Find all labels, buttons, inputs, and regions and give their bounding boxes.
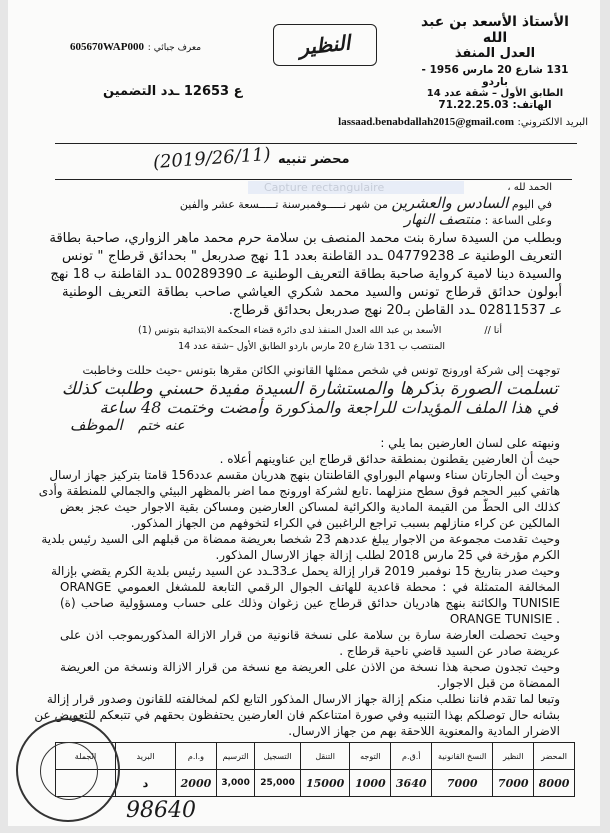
fee-value: 8000 <box>534 770 575 797</box>
day-label: في اليوم <box>511 198 552 211</box>
fee-value: 7000 <box>493 770 534 797</box>
document-page <box>8 0 600 826</box>
email-line <box>338 116 588 128</box>
copy-stamp-text: النظير <box>298 30 352 60</box>
time-label: وعلى الساعة : <box>484 214 552 227</box>
handwritten-line: تسلمت الصورة بذكرها والمستشارة السيدة مفيدة حسني وطلبت كذلك <box>61 379 558 399</box>
divider <box>55 179 572 180</box>
body-line: وحيث تقدمت مجموعة من الاجوار يبلغ عددهم 23 شخصا بعريضة ممضاة من قبلهم الى السيد رئيس بلدية <box>41 532 560 546</box>
fee-value: 2000 <box>176 770 217 797</box>
fee-value: 3640 <box>391 770 432 797</box>
fee-value: 7000 <box>432 770 493 797</box>
register-number: ع 12653 ـدد التضمين <box>103 84 243 99</box>
handwritten-date: (2019/26/11) <box>152 143 272 174</box>
handwritten-employee: الموظف <box>70 416 123 434</box>
body-line: الاضرار المادية والمعنوية اللاحقة بهم من جهاز الارسال. <box>288 724 560 738</box>
fee-value: د <box>116 770 176 797</box>
fee-header: التسجيل <box>255 743 301 770</box>
body-line: حيث أن العارضين يقطنون بمنطقة حدائق قرطاج اين عناوينهم أعلاه . <box>219 452 560 466</box>
fee-value: 15000 <box>300 770 350 797</box>
request-line: التعريف الوطنية عـ 04779238 ـدد القاطنة بعدد 11 نهج صدربعل " بحدائق قرطاج " تونس <box>62 249 562 264</box>
office-header <box>415 14 575 111</box>
office-name: الأستاذ الأسعد بن عبد الله <box>421 14 569 46</box>
handwritten-time: منتصف النهار <box>404 212 482 228</box>
opening: الحمد لله ، <box>507 182 552 193</box>
body-line: TUNISIE والكائنة بنهج هادريان حدائق قرطاج عين زغوان وذلك على حساب ومسؤولية صاحب (ة) <box>60 596 560 610</box>
body-line: وتبعا لما تقدم فاننا نطلب منكم إزالة جهاز الارسال المذكور التابع لكم لمخالفته للقانون وصدور قرار إزالة <box>46 692 560 706</box>
body-line: الكرم مؤرخة في 25 مارس 2018 لطلب إزالة جهاز الارسال المذكور. <box>215 548 560 562</box>
fee-value: 3,000 <box>216 770 254 797</box>
email-label: البريد الالكتروني: <box>517 117 588 128</box>
handwritten-total: 98640 <box>126 798 196 823</box>
seal-inner-ring <box>40 742 98 800</box>
fee-header: التنقل <box>300 743 350 770</box>
capture-overlay-text: Capture rectangulaire <box>264 181 385 194</box>
copy-stamp <box>273 24 377 66</box>
fee-header: الجملة <box>56 743 116 770</box>
request-line: وبطلب من السيدة سارة بنت محمد المنصف بن سلامة حرم محمد ماهر الزواري، صاحبة بطاقة <box>49 231 562 246</box>
request-line: والسيدة دينا لامية كرواية صاحبة بطاقة التعريف الوطنية عـ 00289390 ـدد القاطنة ب 18 نهج <box>50 267 562 282</box>
fee-header: الترسيم <box>216 743 254 770</box>
body-line: المخالفة المتمثلة في : محطة قاعدية للهاتف الجوال الرقمي التابعة للمشغل العمومي ORANGE <box>60 580 560 594</box>
office-title: العدل المنفذ <box>454 46 536 61</box>
tax-id-label: معرف جبائي : <box>147 43 202 53</box>
bailiff-prefix: أنا // <box>484 325 502 336</box>
fees-header-row <box>56 743 575 770</box>
body-line: وحيث تحصلت العارضة سارة بن سلامة على نسخة قانونية من قرار الازالة المذكوربموجب اذن على <box>60 628 560 642</box>
fee-value: 25,000 <box>255 770 301 797</box>
body-line: كذلك الى الحطّ من القيمة المادية والكرائية لمساكن العارضين ومساكن بقية الاجوار حيث عجز بعض <box>60 500 560 514</box>
tax-id: 605670WAP000 <box>70 41 144 53</box>
divider <box>55 143 577 144</box>
request-line: عـ 02811537 ـدد القاطن بـ20 نهج صدربعل بحدائق قرطاج. <box>228 303 562 318</box>
bailiff-line-2: المنتصب ب 131 شارع 20 مارس باردو الطابق الأول –شقة عدد 14 <box>178 341 445 352</box>
body-line: . ORANGE TUNISIE <box>449 612 560 626</box>
body-line: الممضاة من قبل الاجوار. <box>436 676 560 690</box>
request-line: أبولون حدائق قرطاج تونس والسيد محمد شكري العياشي صاحب بطاقة التعريف الوطنية <box>62 285 562 300</box>
body-line: المالكين عن كراء منازلهم بسبب تراجع الراغبين في الكراء لتخوفهم من الجهاز المذكور. <box>130 516 560 530</box>
body-line: عريضة صادر عن السيد قاضي ناحية قرطاج . <box>339 644 560 658</box>
fee-header: أ.ق.م <box>391 743 432 770</box>
body-line: هاتفي كبير الحجم فوق سطح منزلهما .تابع لشركة اورونج مما اضر بالمظهر البيئي والجمالي للمنطقة وأدى <box>38 484 560 498</box>
email: lassaad.benabdallah2015@gmail.com <box>338 116 515 128</box>
handwritten-line: في هذا الملف المؤيدات للراجعة والمذكورة وأمضت وختمت 48 ساعة <box>99 398 558 417</box>
bailiff-seal <box>16 718 120 822</box>
fees-table <box>55 742 575 797</box>
fee-header: البريد <box>116 743 176 770</box>
bailiff-line-1 <box>138 324 502 337</box>
fee-header: النسخ القانونية <box>432 743 493 770</box>
month-year: من شهر نـــــوفمبرسنة تـــــسعة عشر والفين <box>179 198 388 211</box>
time-line <box>404 212 552 229</box>
tax-id-line <box>70 40 201 53</box>
handwritten-line: عنه ختم <box>138 418 185 434</box>
capture-overlay <box>248 181 464 194</box>
body-line: وحيث صدر بتاريخ 15 نوفمبر 2019 قرار إزالة يحمل عـ33ـدد عن السيد رئيس بلدية الكرم يقضي بإزالة <box>50 564 560 578</box>
fee-header: المحضر <box>534 743 575 770</box>
document-title: محضر تنبيه <box>278 152 350 167</box>
body-line: وحيث أن الجارتان سناء وسهام البوراوي القاطنتان بنهج هدريان مقسم عدد156 قامتا بتركيز جهاز ارسال <box>49 468 560 482</box>
address-line-2: الطابق الأول – شقة عدد 14 <box>426 88 564 99</box>
phone: الهاتف: 71.22.25.03 <box>438 99 552 111</box>
fee-header: و.ا.م <box>176 743 217 770</box>
body-line: ونبهته على لسان العارضين بما يلي : <box>380 436 560 450</box>
went-to-line: توجهت إلى شركة اورونج تونس في شخص ممثلها القانوني الكائن مقرها بتونس -حيث حللت وخاطبت <box>82 363 560 377</box>
fees-values-row <box>56 770 575 797</box>
body-line: بشانه حال توصلكم بهذا التنبيه وفي صورة امتناعكم فان العارضين يحتفظون بحقهم في تتبعكم للتعويض عن <box>34 708 560 722</box>
fee-header: النظير <box>493 743 534 770</box>
bailiff-identity: الأسعد بن عبد الله العدل المنفذ لدى دائرة قضاء المحكمة الابتدائية بتونس (1) <box>138 325 442 336</box>
fee-header: التوجه <box>350 743 391 770</box>
day-line <box>180 195 552 212</box>
address-line-1: 131 شارع 20 مارس 1956 - باردو <box>421 64 569 88</box>
handwritten-day: السادس والعشرين <box>391 194 509 212</box>
body-line: وحيث تجدون صحبة هذا نسخة من الاذن على العريضة مع نسخة من قرار الازالة ونسخة من العريضة <box>60 660 560 674</box>
fee-value: 1000 <box>350 770 391 797</box>
